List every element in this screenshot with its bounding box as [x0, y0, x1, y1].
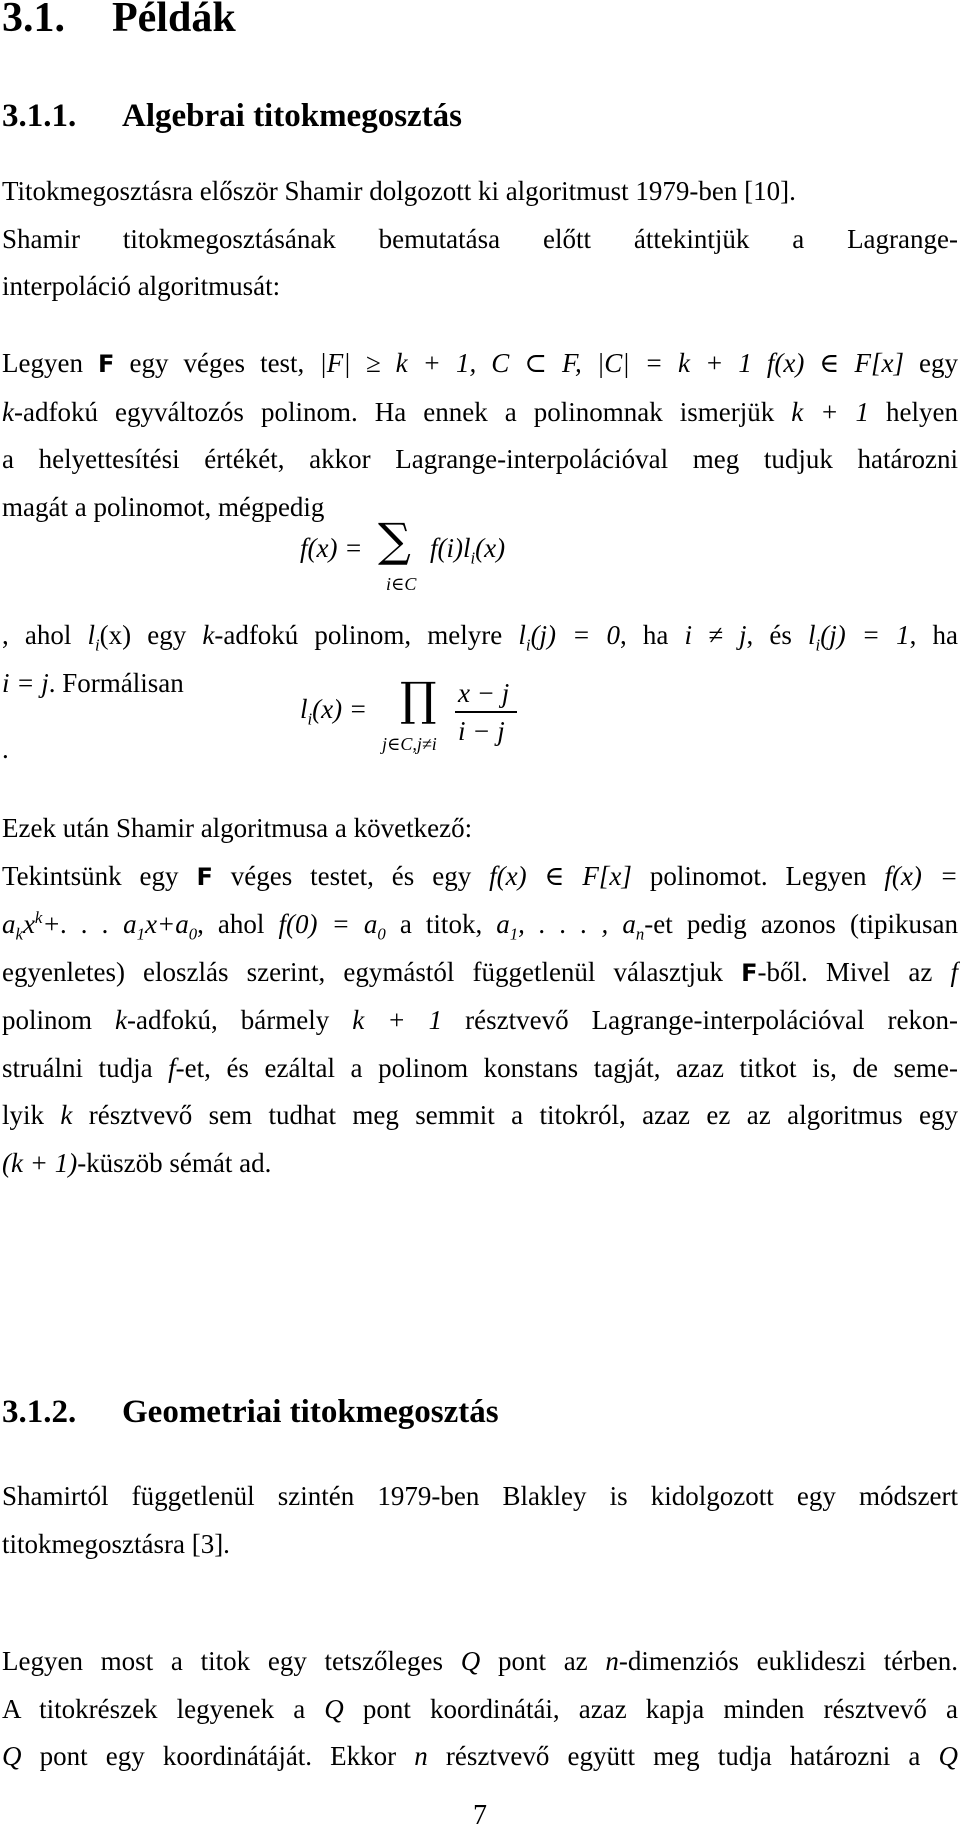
subsection-heading-1	[2, 96, 462, 136]
page-number: 7	[473, 1800, 487, 1831]
eq2-fraction-bar	[455, 711, 517, 713]
geometric-line-2: A titokrészek legyenek a Q pont koordinátái, azaz kapja minden résztvevő a	[2, 1693, 958, 1724]
eq1-lhs: f(x) =	[300, 533, 363, 563]
blakley-line-2: titokmegosztásra [3].	[2, 1528, 230, 1559]
subsection-title-1: Algebrai titokmegosztás	[122, 98, 463, 134]
shamir-line-5: polinom k-adfokú, bármely k + 1 résztvevő Lagrange-interpolációval rekon-	[2, 1005, 958, 1035]
section-title: Példák	[112, 0, 236, 41]
eq2-lhs: $l_i(x)$ =	[300, 694, 368, 729]
section-number: 3.1.	[2, 0, 65, 41]
intro-line-2: Shamir titokmegosztásának bemutatása előtt áttekintjük a Lagrange-	[2, 223, 958, 254]
lagrange-line-3: a helyettesítési értékét, akkor Lagrange-interpolációval meg tudjuk határozni	[2, 444, 958, 474]
eq2-product-symbol: ∏	[400, 672, 437, 726]
eq1-sum-symbol: ∑	[378, 513, 411, 567]
paragraph-intro	[2, 168, 958, 311]
paragraph-lagrange	[2, 340, 958, 531]
shamir-line-2: Tekintsünk egy F véges testet, és egy f(x) ∈ F[x] polinomot. Legyen f(x) =	[2, 860, 959, 891]
paragraph-geometric	[2, 1638, 958, 1781]
shamir-line-1: Ezek után Shamir algoritmusa a következő:	[2, 813, 473, 843]
paragraph-shamir	[2, 805, 958, 1187]
geometric-line-1: Legyen most a titok egy tetszőleges Q pont az n-dimenziós euklideszi térben.	[2, 1646, 958, 1676]
eq2-trailing-dot: .	[2, 734, 9, 764]
subsection-number-2: 3.1.2.	[2, 1394, 77, 1430]
basis-line-2: i = j. Formálisan	[2, 667, 184, 698]
intro-line-3: interpoláció algoritmusát:	[2, 271, 281, 301]
shamir-line-3: $a_kx^k+$. . . $a_1x+a_0$, ahol $f(0) = a_0$ a titok, $a_1$, . . . , $a_n-et$ pedig azonos (tipikusan	[2, 908, 958, 944]
eq2-product-index: j∈C,j≠i	[382, 734, 437, 754]
shamir-line-4: egyenletes) eloszlás szerint, egymástól függetlenül választjuk F-ből. Mivel az f	[2, 956, 958, 987]
paragraph-blakley	[2, 1473, 958, 1568]
shamir-line-8: (k + 1)-küszöb sémát ad.	[2, 1147, 272, 1178]
eq1-sum-index: i∈C	[386, 574, 417, 594]
field-symbol: F	[98, 350, 115, 378]
shamir-line-6: struálni tudja f-et, és ezáltal a polinom konstans tagját, azaz titkot is, de seme-	[2, 1052, 958, 1083]
eq2-denominator: i − j	[458, 716, 505, 746]
lagrange-line-1: Legyen F egy véges test, |F| ≥ k + 1, C ⊂ F, |C| = k + 1 f(x) ∈ F[x] egy	[2, 348, 959, 378]
lagrange-line-4: magát a polinomot, mégpedig	[2, 491, 325, 522]
eq2-numerator: x − j	[458, 678, 510, 708]
basis-line-1: , ahol $l_i(x)$ egy k-adfokú polinom, melyre $l_i(j) = 0$, ha i ≠ j, és $l_i(j) = 1$, ha	[2, 620, 959, 655]
eq1-rhs: $f(i)l_i(x)$	[430, 533, 506, 568]
subsection-heading-2	[2, 1392, 499, 1432]
subsection-title-2: Geometriai titokmegosztás	[122, 1394, 499, 1430]
lagrange-line-2: k-adfokú egyváltozós polinom. Ha ennek a polinomnak ismerjük k + 1 helyen	[2, 396, 958, 427]
geometric-line-3: Q pont egy koordinátáját. Ekkor n résztvevő együtt meg tudja határozni a Q	[2, 1741, 959, 1771]
shamir-line-7: lyik k résztvevő sem tudhat meg semmit a titokról, azaz ez az algoritmus egy	[2, 1100, 958, 1130]
subsection-number-1: 3.1.1.	[2, 98, 77, 134]
intro-line-1: Titokmegosztásra először Shamir dolgozott ki algoritmust 1979-ben [10].	[2, 176, 796, 206]
section-heading	[2, 0, 236, 42]
blakley-line-1: Shamirtól függetlenül szintén 1979-ben Blakley is kidolgozott egy módszert	[2, 1481, 958, 1511]
field-condition: |F| ≥ k + 1, C ⊂ F, |C| = k + 1 f(x) ∈ F[x]	[319, 348, 904, 378]
